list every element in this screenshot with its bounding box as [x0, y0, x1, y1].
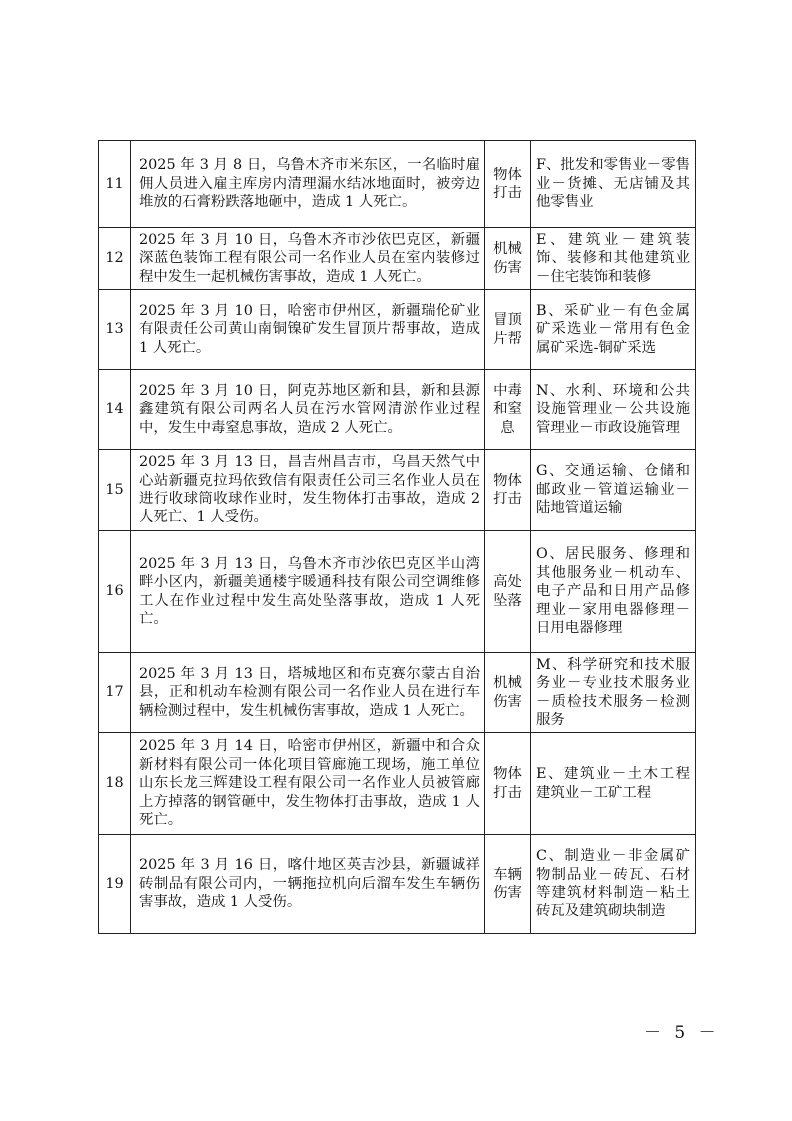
table-row: [99, 733, 696, 835]
row-number: 11: [99, 141, 131, 228]
table-row: [99, 835, 696, 934]
accident-description: 2025 年 3 月 10 日，哈密市伊州区，新疆瑞伦矿业有限责任公司黄山南铜镍矿发生冒顶片帮事故，造成 1 人死亡。: [131, 290, 485, 370]
industry-category: G、交通运输、仓储和邮政业－管道运输业－陆地管道运输: [531, 450, 696, 531]
accident-type: 物体打击: [485, 450, 531, 531]
row-number: 13: [99, 290, 131, 370]
industry-category: F、批发和零售业－零售业－货摊、无店铺及其他零售业: [531, 141, 696, 228]
accident-type: 中毒和窒息: [485, 370, 531, 450]
table-row: [99, 653, 696, 733]
accident-type: 车辆伤害: [485, 835, 531, 934]
industry-category: B、采矿业－有色金属矿采选业－常用有色金属矿采选-铜矿采选: [531, 290, 696, 370]
table-row: [99, 290, 696, 370]
accident-description: 2025 年 3 月 13 日，昌吉州昌吉市，乌昌天然气中心站新疆克拉玛依致信有限责任公司三名作业人员在进行收球筒收球作业时，发生物体打击事故，造成 2 人死亡、1 人受伤。: [131, 450, 485, 531]
industry-category: N、水利、环境和公共设施管理业－公共设施管理业－市政设施管理: [531, 370, 696, 450]
table-row: [99, 531, 696, 653]
row-number: 16: [99, 531, 131, 653]
row-number: 12: [99, 228, 131, 290]
accident-type: 物体打击: [485, 141, 531, 228]
industry-category: E、建筑业－建筑装饰、装修和其他建筑业－住宅装饰和装修: [531, 228, 696, 290]
accident-description: 2025 年 3 月 10 日，乌鲁木齐市沙依巴克区，新疆深蓝色装饰工程有限公司一名作业人员在室内装修过程中发生一起机械伤害事故，造成 1 人死亡。: [131, 228, 485, 290]
accident-description: 2025 年 3 月 10 日，阿克苏地区新和县，新和县源鑫建筑有限公司两名人员在污水管网清淤作业过程中，发生中毒窒息事故，造成 2 人死亡。: [131, 370, 485, 450]
industry-category: M、科学研究和技术服务业－专业技术服务业－质检技术服务－检测服务: [531, 653, 696, 733]
industry-category: E、建筑业－土木工程建筑业－工矿工程: [531, 733, 696, 835]
accident-description: 2025 年 3 月 13 日，乌鲁木齐市沙依巴克区半山湾畔小区内，新疆美通楼宇暖通科技有限公司空调维修工人在作业过程中发生高处坠落事故，造成 1 人死亡。: [131, 531, 485, 653]
row-number: 15: [99, 450, 131, 531]
industry-category: C、制造业－非金属矿物制品业－砖瓦、石材等建筑材料制造－粘土砖瓦及建筑砌块制造: [531, 835, 696, 934]
accident-type: 机械伤害: [485, 228, 531, 290]
accident-type: 物体打击: [485, 733, 531, 835]
row-number: 17: [99, 653, 131, 733]
accident-description: 2025 年 3 月 8 日，乌鲁木齐市米东区，一名临时雇佣人员进入雇主库房内清理漏水结冰地面时，被旁边堆放的石膏粉跌落地砸中，造成 1 人死亡。: [131, 141, 485, 228]
incident-table: [98, 140, 696, 934]
accident-description: 2025 年 3 月 14 日，哈密市伊州区，新疆中和合众新材料有限公司一体化项目管廊施工现场，施工单位山东长龙三辉建设工程有限公司一名作业人员被管廊上方掉落的钢管砸中，发生物体打击事故，造成 1 人死亡。: [131, 733, 485, 835]
row-number: 18: [99, 733, 131, 835]
table-row: [99, 370, 696, 450]
page-number: － 5 －: [644, 1023, 720, 1043]
accident-description: 2025 年 3 月 16 日，喀什地区英吉沙县，新疆诚祥砖制品有限公司内，一辆拖拉机向后溜车发生车辆伤害事故，造成 1 人受伤。: [131, 835, 485, 934]
accident-type: 高处坠落: [485, 531, 531, 653]
accident-type: 机械伤害: [485, 653, 531, 733]
row-number: 19: [99, 835, 131, 934]
industry-category: O、居民服务、修理和其他服务业－机动车、电子产品和日用产品修理业－家用电器修理－日用电器修理: [531, 531, 696, 653]
table-row: [99, 450, 696, 531]
accident-type: 冒顶片帮: [485, 290, 531, 370]
accident-description: 2025 年 3 月 13 日，塔城地区和布克赛尔蒙古自治县，正和机动车检测有限公司一名作业人员在进行车辆检测过程中，发生机械伤害事故，造成 1 人死亡。: [131, 653, 485, 733]
row-number: 14: [99, 370, 131, 450]
table-row: [99, 228, 696, 290]
table-row: [99, 141, 696, 228]
